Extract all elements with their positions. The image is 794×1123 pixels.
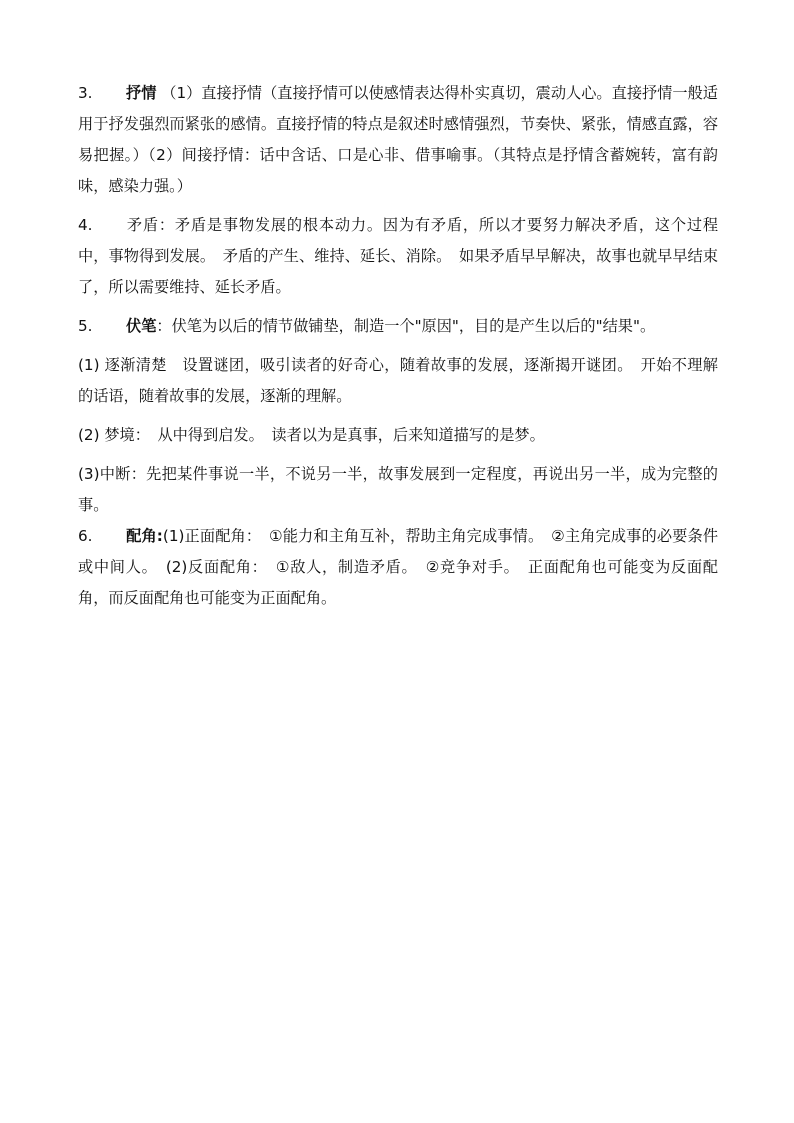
sub-item-interruption: (3)中断：先把某件事说一半，不说另一半，故事发展到一定程度，再说出另一半，成为完整的事。 bbox=[78, 465, 718, 514]
document-page bbox=[78, 78, 718, 622]
sub-item-dream: (2) 梦境： 从中得到启发。 读者以为是真事，后来知道描写的是梦。 bbox=[78, 426, 545, 444]
item-6-supporting-roles bbox=[78, 521, 718, 614]
item-4-conflict bbox=[78, 210, 718, 303]
item-3-lyricism bbox=[78, 78, 718, 202]
item-term: 伏笔 bbox=[126, 317, 157, 335]
item-number: 5. bbox=[78, 317, 93, 335]
item-term: 抒情 bbox=[126, 84, 157, 102]
item-body: ：伏笔为以后的情节做铺垫，制造一个"原因"，目的是产生以后的"结果"。 bbox=[156, 317, 656, 335]
item-body: （1）直接抒情（直接抒情可以使感情表达得朴实真切，震动人心。直接抒情一般适用于抒发强烈而紧张的感情。直接抒情的特点是叙述时感情强烈，节奏快、紧张，情感直露，容易把握。）（2）间接抒情：话中含话、口是心非、借事喻事。（其特点是抒情含蓄婉转，富有韵味，感染力强。） bbox=[78, 84, 718, 195]
item-number: 4. bbox=[78, 216, 93, 234]
item-term: 配角: bbox=[126, 527, 163, 545]
item-number: 3. bbox=[78, 84, 93, 102]
item-number: 6. bbox=[78, 527, 93, 545]
sub-item-gradual-clarity: (1) 逐渐清楚 设置谜团，吸引读者的好奇心，随着故事的发展，逐渐揭开谜团。 开始不理解的话语，随着故事的发展，逐渐的理解。 bbox=[78, 356, 718, 405]
item-body: (1)正面配角： ①能力和主角互补，帮助主角完成事情。 ②主角完成事的必要条件或中间人。 (2)反面配角： ①敌人，制造矛盾。 ②竞争对手。 正面配角也可能变为反面配角，而反面配角也可能变为正面配角。 bbox=[78, 527, 719, 607]
item-body: 矛盾：矛盾是事物发展的根本动力。因为有矛盾，所以才要努力解决矛盾，这个过程中，事物得到发展。 矛盾的产生、维持、延长、消除。 如果矛盾早早解决，故事也就早早结束了，所以需要维持、延长矛盾。 bbox=[78, 216, 718, 296]
item-5-foreshadowing bbox=[78, 311, 718, 342]
